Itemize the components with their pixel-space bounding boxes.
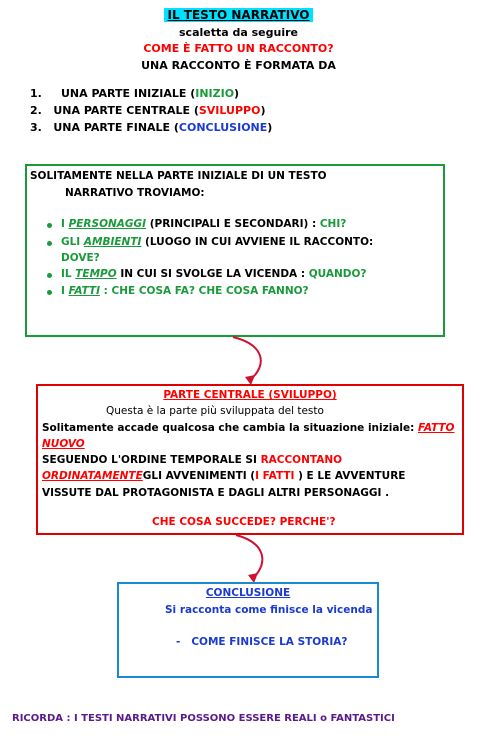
- list-item: 2. UNA PARTE CENTRALE (SVILUPPO): [30, 104, 266, 117]
- central-part-box: [36, 384, 464, 535]
- initial-line-2: NARRATIVO TROVIAMO:: [65, 187, 205, 199]
- conclusion-line-2: - COME FINISCE LA STORIA?: [176, 636, 348, 648]
- intro-line: UNA RACCONTO È FORMATA DA: [141, 59, 336, 72]
- list-item: GLI AMBIENTI (LUOGO IN CUI AVVIENE IL RACCONTO:: [61, 236, 374, 248]
- list-item: I PERSONAGGI (PRINCIPALI E SECONDARI) : CHI?: [61, 218, 347, 230]
- central-title: PARTE CENTRALE (SVILUPPO): [163, 389, 337, 401]
- conclusion-title: CONCLUSIONE: [205, 587, 291, 599]
- conclusion-box: [117, 582, 379, 678]
- list-item: 1. UNA PARTE INIZIALE (INIZIO): [30, 87, 240, 100]
- list-item: I FATTI : CHE COSA FA? CHE COSA FANNO?: [61, 285, 309, 297]
- arrow-down-icon: [226, 533, 276, 585]
- conclusion-line-1: Si racconta come finisce la vicenda: [165, 604, 373, 616]
- list-item: IL TEMPO IN CUI SI SVOLGE LA VICENDA : QUANDO?: [61, 268, 367, 280]
- central-desc: Questa è la parte più sviluppata del testo: [106, 405, 324, 417]
- bullet-icon: [47, 273, 52, 278]
- question-heading: COME È FATTO UN RACCONTO?: [143, 42, 334, 55]
- list-item: 3. UNA PARTE FINALE (CONCLUSIONE): [30, 121, 273, 134]
- footer-note: RICORDA : I TESTI NARRATIVI POSSONO ESSERE REALI o FANTASTICI: [12, 713, 395, 724]
- inizio-keyword: INIZIO: [195, 87, 235, 100]
- central-line-1: Solitamente accade qualcosa che cambia la situazione iniziale: FATTO: [42, 422, 455, 434]
- arrow-down-icon: [225, 335, 275, 387]
- bullet-icon: [47, 223, 52, 228]
- sviluppo-keyword: SVILUPPO: [198, 104, 261, 117]
- central-line-5: VISSUTE DAL PROTAGONISTA E DAGLI ALTRI PERSONAGGI .: [42, 487, 390, 499]
- dove-text: DOVE?: [61, 252, 100, 264]
- fatto-nuovo-text: NUOVO: [42, 438, 85, 450]
- central-line-4: ORDINATAMENTEGLI AVVENIMENTI (I FATTI ) E LE AVVENTURE: [42, 470, 406, 482]
- central-line-3: SEGUENDO L'ORDINE TEMPORALE SI RACCONTANO: [42, 454, 343, 466]
- subtitle: scaletta da seguire: [179, 26, 298, 39]
- page-title: [0, 8, 477, 22]
- bullet-icon: [47, 290, 52, 295]
- central-question: CHE COSA SUCCEDE? PERCHE'?: [152, 516, 336, 528]
- title-text: IL TESTO NARRATIVO: [164, 8, 314, 22]
- conclusione-keyword: CONCLUSIONE: [178, 121, 268, 134]
- initial-line-1: SOLITAMENTE NELLA PARTE INIZIALE DI UN TESTO: [30, 170, 327, 182]
- bullet-icon: [47, 241, 52, 246]
- initial-part-box: [25, 164, 445, 337]
